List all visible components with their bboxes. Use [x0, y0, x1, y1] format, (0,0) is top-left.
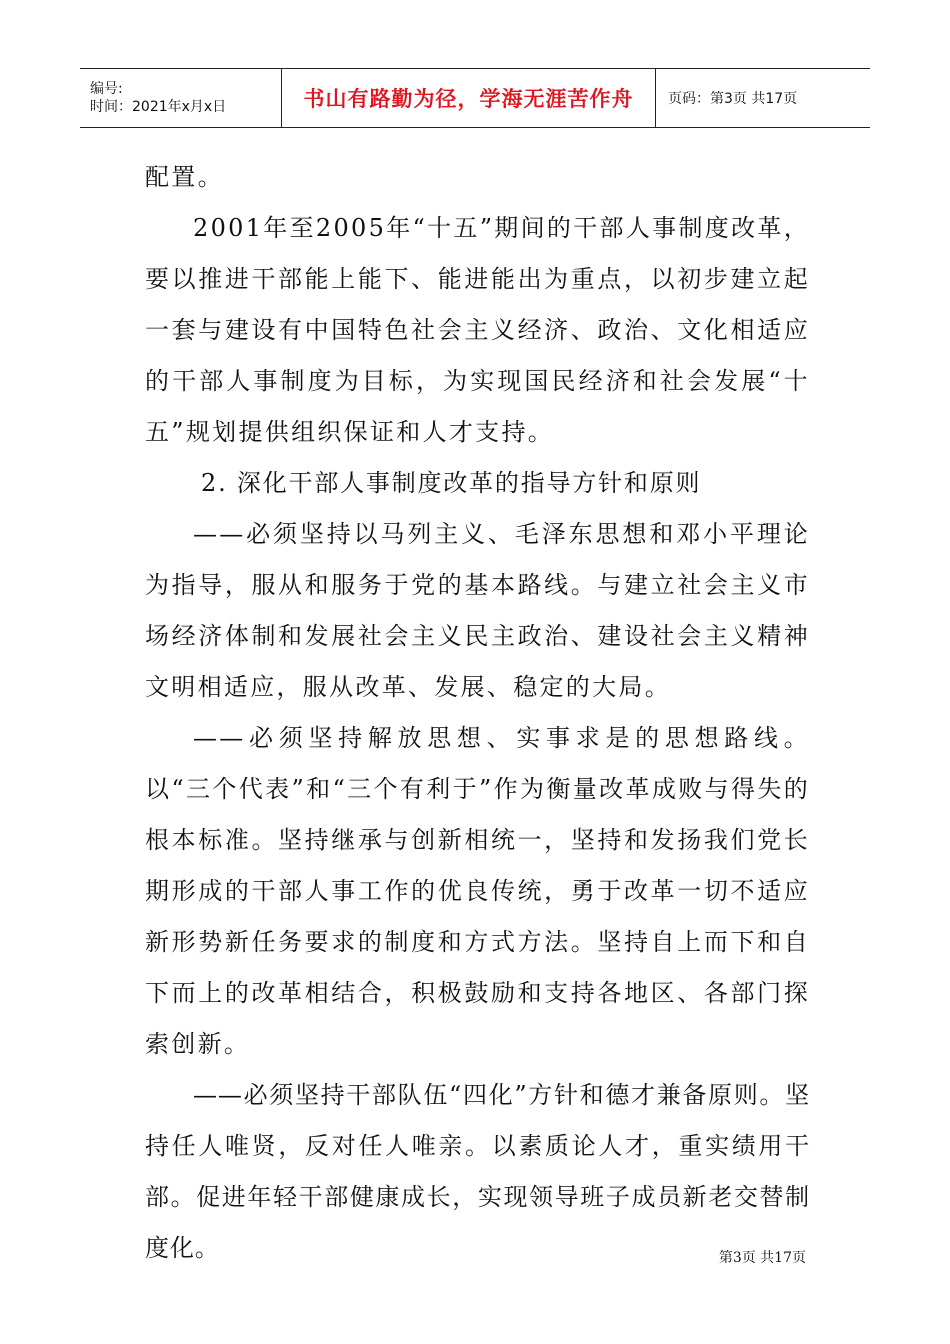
section-heading: 2. 深化干部人事制度改革的指导方针和原则 — [201, 469, 702, 497]
serial-number-label: 编号: — [90, 81, 123, 97]
document-body — [145, 152, 810, 1274]
footer-page-text: 第3页 共17页 — [718, 1250, 806, 1266]
motto-text: 书山有路勤为径，学海无涯苦作舟 — [303, 87, 634, 111]
date-text: 时间：2021年x月x日 — [90, 99, 227, 115]
paragraph-reform-goal: 2001年至2005年“十五”期间的干部人事制度改革，要以推进干部能上能下、能进能出为重点，以初步建立起一套与建设有中国特色社会主义经济、政治、文化相适应的干部人事制度为目标，为实现国民经济和社会发展“十五”规划提供组织保证和人才支持。 — [145, 214, 810, 446]
paragraph-continuation: 配置。 — [145, 163, 224, 191]
header-motto — [282, 69, 656, 127]
paragraph-principle-1: ——必须坚持以马列主义、毛泽东思想和邓小平理论为指导，服从和服务于党的基本路线。与建立社会主义市场经济体制和发展社会主义民主政治、建设社会主义精神文明相适应，服从改革、发展、稳定的大局。 — [145, 520, 810, 701]
page-header — [80, 68, 870, 128]
header-page-number — [656, 69, 870, 127]
header-page-text: 页码：第3页 共17页 — [668, 91, 798, 107]
header-meta — [80, 69, 282, 127]
page-footer — [719, 1247, 806, 1267]
paragraph-principle-3: ——必须坚持干部队伍“四化”方针和德才兼备原则。坚持任人唯贤，反对任人唯亲。以素质论人才，重实绩用干部。促进年轻干部健康成长，实现领导班子成员新老交替制度化。 — [145, 1081, 810, 1262]
paragraph-principle-2: ——必须坚持解放思想、实事求是的思想路线。以“三个代表”和“三个有利于”作为衡量改革成败与得失的根本标准。坚持继承与创新相统一，坚持和发扬我们党长期形成的干部人事工作的优良传统，勇于改革一切不适应新形势新任务要求的制度和方式方法。坚持自上而下和自下而上的改革相结合，积极鼓励和支持各地区、各部门探索创新。 — [145, 724, 810, 1058]
